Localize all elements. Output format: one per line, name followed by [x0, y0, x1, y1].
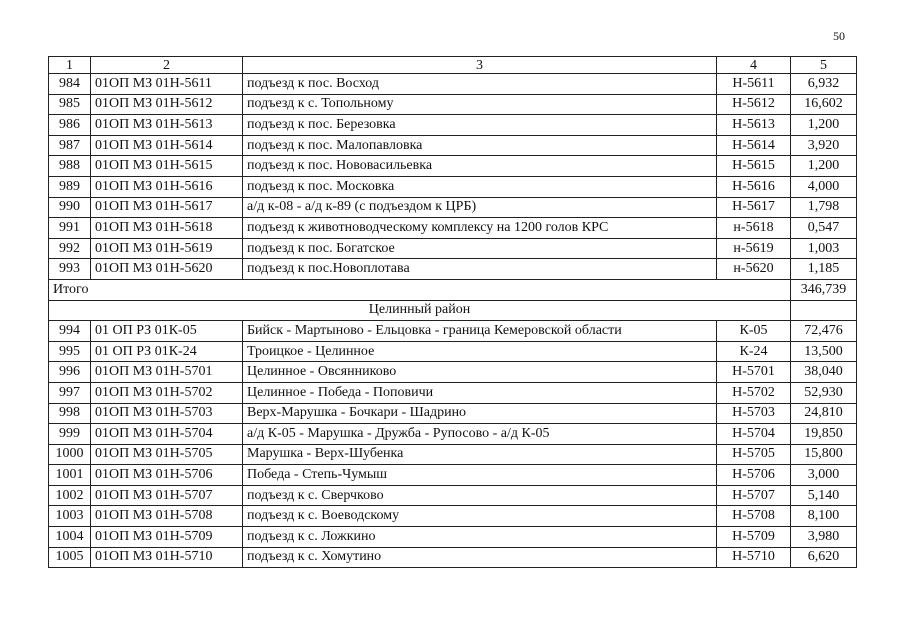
row-number: 991: [49, 218, 91, 239]
road-id: Н-5710: [717, 547, 791, 568]
road-code: 01ОП МЗ 01Н-5707: [91, 485, 243, 506]
table-row: [49, 321, 857, 342]
road-name: Целинное - Овсянниково: [243, 362, 717, 383]
row-number: 994: [49, 321, 91, 342]
road-code: 01ОП МЗ 01Н-5613: [91, 115, 243, 136]
header-col-3: 3: [243, 57, 717, 74]
header-col-5: 5: [791, 57, 857, 74]
road-length: 13,500: [791, 341, 857, 362]
road-code: 01ОП МЗ 01Н-5615: [91, 156, 243, 177]
road-length: 38,040: [791, 362, 857, 383]
roads-table: [48, 56, 857, 568]
row-number: 1004: [49, 527, 91, 548]
header-row: [49, 57, 857, 74]
road-name: Марушка - Верх-Шубенка: [243, 444, 717, 465]
total-row: [49, 279, 857, 300]
road-length: 1,200: [791, 156, 857, 177]
road-id: Н-5616: [717, 176, 791, 197]
row-number: 1003: [49, 506, 91, 527]
row-number: 1001: [49, 465, 91, 486]
table-row: [49, 424, 857, 445]
road-name: подъезд к пос.Новоплотава: [243, 259, 717, 280]
road-length: 24,810: [791, 403, 857, 424]
table-row: [49, 94, 857, 115]
row-number: 993: [49, 259, 91, 280]
table-row: [49, 156, 857, 177]
road-code: 01ОП МЗ 01Н-5705: [91, 444, 243, 465]
road-name: Верх-Марушка - Бочкари - Шадрино: [243, 403, 717, 424]
road-name: подъезд к животноводческому комплексу на 1200 голов КРС: [243, 218, 717, 239]
row-number: 1002: [49, 485, 91, 506]
road-id: Н-5703: [717, 403, 791, 424]
road-name: подъезд к с. Воеводскому: [243, 506, 717, 527]
road-code: 01ОП МЗ 01Н-5620: [91, 259, 243, 280]
road-name: подъезд к с. Ложкино: [243, 527, 717, 548]
road-id: К-05: [717, 321, 791, 342]
table-row: [49, 135, 857, 156]
road-name: Победа - Степь-Чумыш: [243, 465, 717, 486]
road-code: 01ОП МЗ 01Н-5708: [91, 506, 243, 527]
table-row: [49, 362, 857, 383]
road-id: Н-5707: [717, 485, 791, 506]
table-row: [49, 176, 857, 197]
road-name: подъезд к с. Топольному: [243, 94, 717, 115]
table-row: [49, 547, 857, 568]
header-col-2: 2: [91, 57, 243, 74]
road-id: Н-5702: [717, 382, 791, 403]
row-number: 998: [49, 403, 91, 424]
total-label: Итого: [49, 279, 791, 300]
road-code: 01ОП МЗ 01Н-5619: [91, 238, 243, 259]
row-number: 989: [49, 176, 91, 197]
table-row: [49, 218, 857, 239]
road-length: 16,602: [791, 94, 857, 115]
road-id: н-5620: [717, 259, 791, 280]
table-row: [49, 506, 857, 527]
road-id: Н-5709: [717, 527, 791, 548]
road-length: 3,000: [791, 465, 857, 486]
road-length: 19,850: [791, 424, 857, 445]
row-number: 1005: [49, 547, 91, 568]
road-id: Н-5617: [717, 197, 791, 218]
road-code: 01ОП МЗ 01Н-5616: [91, 176, 243, 197]
road-name: подъезд к пос. Нововасильевка: [243, 156, 717, 177]
road-code: 01 ОП РЗ 01К-05: [91, 321, 243, 342]
row-number: 984: [49, 74, 91, 95]
header-col-4: 4: [717, 57, 791, 74]
road-code: 01ОП МЗ 01Н-5710: [91, 547, 243, 568]
road-name: Бийск - Мартыново - Ельцовка - граница Кемеровской области: [243, 321, 717, 342]
road-id: н-5618: [717, 218, 791, 239]
road-code: 01ОП МЗ 01Н-5614: [91, 135, 243, 156]
road-name: подъезд к пос. Богатское: [243, 238, 717, 259]
road-length: 1,185: [791, 259, 857, 280]
road-name: подъезд к пос. Московка: [243, 176, 717, 197]
road-id: Н-5701: [717, 362, 791, 383]
road-id: Н-5614: [717, 135, 791, 156]
road-name: Троицкое - Целинное: [243, 341, 717, 362]
road-id: Н-5708: [717, 506, 791, 527]
road-code: 01ОП МЗ 01Н-5612: [91, 94, 243, 115]
table-row: [49, 444, 857, 465]
road-name: подъезд к пос. Малопавловка: [243, 135, 717, 156]
row-number: 985: [49, 94, 91, 115]
table-row: [49, 74, 857, 95]
road-name: подъезд к пос. Березовка: [243, 115, 717, 136]
road-code: 01ОП МЗ 01Н-5709: [91, 527, 243, 548]
row-number: 990: [49, 197, 91, 218]
row-number: 987: [49, 135, 91, 156]
road-id: Н-5704: [717, 424, 791, 445]
table-row: [49, 382, 857, 403]
road-code: 01ОП МЗ 01Н-5702: [91, 382, 243, 403]
road-length: 3,920: [791, 135, 857, 156]
section-row: [49, 300, 857, 321]
road-length: 6,932: [791, 74, 857, 95]
road-id: К-24: [717, 341, 791, 362]
road-code: 01ОП МЗ 01Н-5617: [91, 197, 243, 218]
table-row: [49, 259, 857, 280]
road-id: Н-5613: [717, 115, 791, 136]
header-col-1: 1: [49, 57, 91, 74]
row-number: 996: [49, 362, 91, 383]
road-code: 01ОП МЗ 01Н-5701: [91, 362, 243, 383]
road-id: н-5619: [717, 238, 791, 259]
row-number: 988: [49, 156, 91, 177]
road-length: 1,798: [791, 197, 857, 218]
road-length: 6,620: [791, 547, 857, 568]
table-row: [49, 341, 857, 362]
table-row: [49, 238, 857, 259]
road-name: подъезд к пос. Восход: [243, 74, 717, 95]
road-code: 01ОП МЗ 01Н-5611: [91, 74, 243, 95]
table-row: [49, 115, 857, 136]
road-length: 72,476: [791, 321, 857, 342]
road-code: 01ОП МЗ 01Н-5704: [91, 424, 243, 445]
total-value: 346,739: [791, 279, 857, 300]
table-row: [49, 403, 857, 424]
road-length: 4,000: [791, 176, 857, 197]
road-id: Н-5705: [717, 444, 791, 465]
road-length: 5,140: [791, 485, 857, 506]
table-row: [49, 485, 857, 506]
road-name: а/д к-08 - а/д к-89 (с подъездом к ЦРБ): [243, 197, 717, 218]
road-id: Н-5615: [717, 156, 791, 177]
road-id: Н-5706: [717, 465, 791, 486]
page-number: 50: [833, 29, 845, 43]
road-id: Н-5611: [717, 74, 791, 95]
road-code: 01ОП МЗ 01Н-5703: [91, 403, 243, 424]
table-row: [49, 527, 857, 548]
row-number: 997: [49, 382, 91, 403]
section-empty-cell: [791, 300, 857, 321]
road-name: подъезд к с. Хомутино: [243, 547, 717, 568]
road-length: 1,003: [791, 238, 857, 259]
road-length: 15,800: [791, 444, 857, 465]
road-name: подъезд к с. Сверчково: [243, 485, 717, 506]
road-length: 1,200: [791, 115, 857, 136]
road-code: 01ОП МЗ 01Н-5706: [91, 465, 243, 486]
road-id: Н-5612: [717, 94, 791, 115]
table-row: [49, 465, 857, 486]
road-length: 0,547: [791, 218, 857, 239]
road-length: 3,980: [791, 527, 857, 548]
row-number: 986: [49, 115, 91, 136]
row-number: 995: [49, 341, 91, 362]
road-name: а/д К-05 - Марушка - Дружба - Рупосово - а/д К-05: [243, 424, 717, 445]
road-length: 8,100: [791, 506, 857, 527]
row-number: 992: [49, 238, 91, 259]
road-name: Целинное - Победа - Поповичи: [243, 382, 717, 403]
row-number: 999: [49, 424, 91, 445]
row-number: 1000: [49, 444, 91, 465]
table-row: [49, 197, 857, 218]
road-code: 01 ОП РЗ 01К-24: [91, 341, 243, 362]
road-length: 52,930: [791, 382, 857, 403]
road-code: 01ОП МЗ 01Н-5618: [91, 218, 243, 239]
section-title: Целинный район: [49, 300, 791, 321]
